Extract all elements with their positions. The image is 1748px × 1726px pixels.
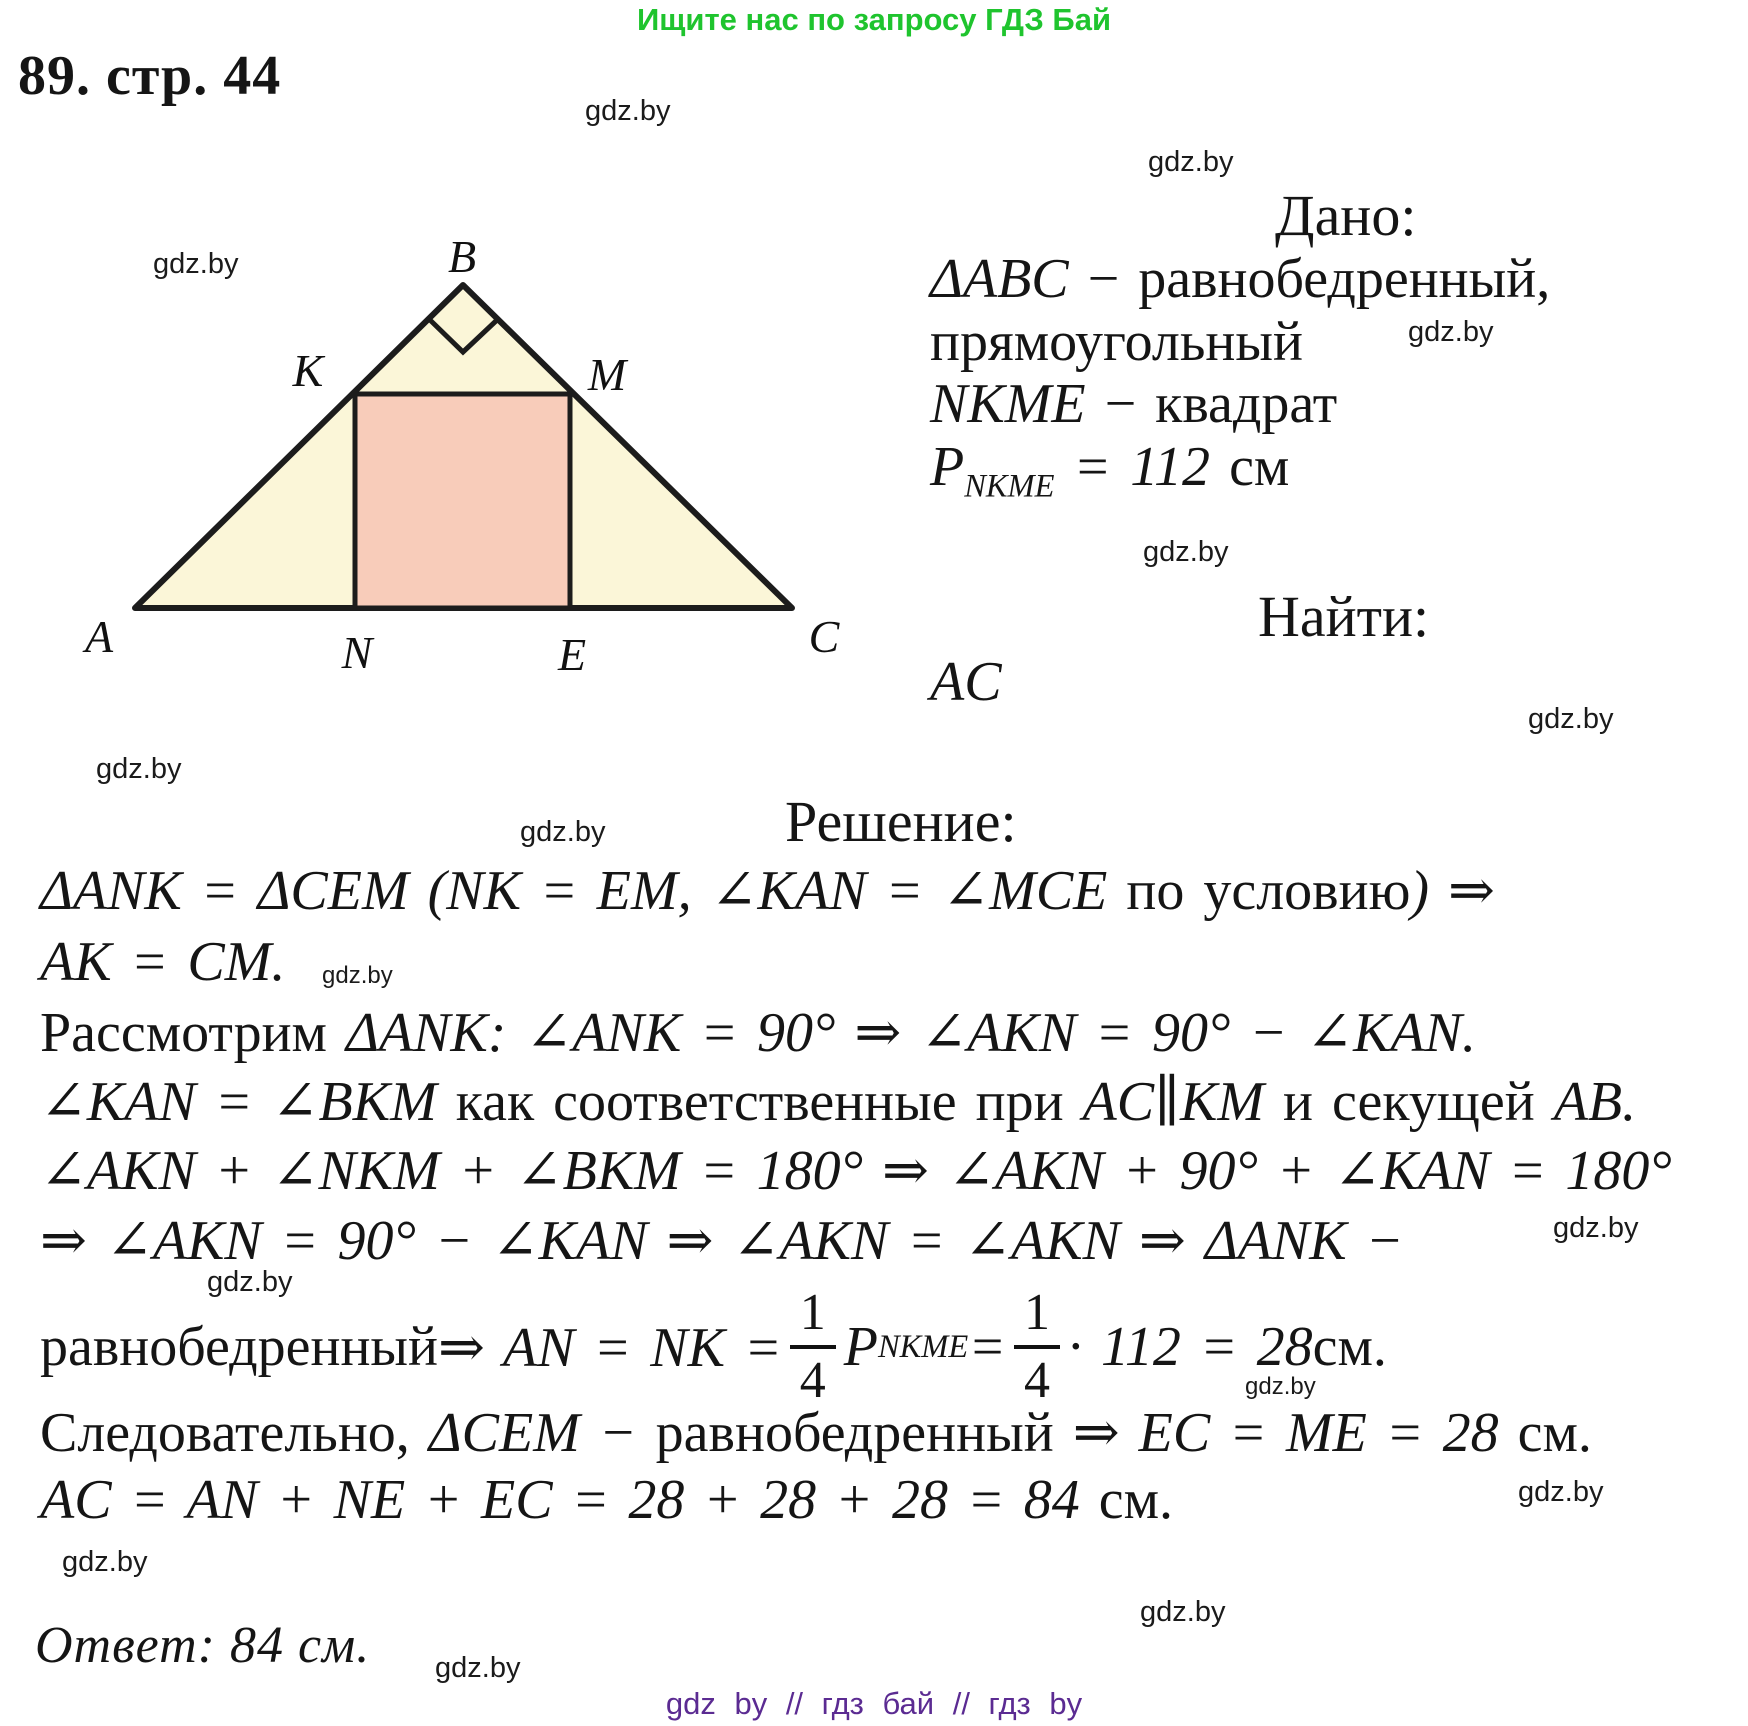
- frac1-numerator: 1: [790, 1287, 836, 1349]
- answer-line: Ответ: 84 см.: [35, 1617, 371, 1674]
- solution-line-8: [40, 1400, 1592, 1465]
- perimeter-symbol: P: [930, 436, 965, 498]
- solution-line-1: [40, 858, 1495, 923]
- given-line-1: [930, 247, 1550, 311]
- given-line-1-math: ΔABC: [930, 248, 1069, 310]
- vertex-label-N: N: [341, 627, 373, 675]
- s1-text-b: по условию: [1107, 860, 1411, 922]
- watermark-8: gdz.by: [520, 816, 606, 848]
- s8-dash: −: [579, 1402, 656, 1464]
- perimeter-value: = 112: [1054, 436, 1211, 498]
- given-line-3: [930, 372, 1337, 436]
- watermark-3: gdz.by: [153, 248, 239, 280]
- perimeter-unit: см: [1210, 436, 1290, 498]
- fraction-one-quarter-2: [1014, 1284, 1060, 1409]
- given-line-4: [930, 435, 1289, 505]
- s7-math-c: =: [968, 1316, 1006, 1378]
- s2-math-a: AK = CM.: [40, 931, 286, 993]
- s8-text-a: Следовательно,: [40, 1402, 429, 1464]
- solution-line-3: [40, 1000, 1476, 1065]
- watermark-1: gdz.by: [585, 95, 671, 127]
- frac2-numerator: 1: [1014, 1287, 1060, 1349]
- s7-math-d: · 112 = 28: [1067, 1316, 1313, 1378]
- vertex-label-K: K: [292, 345, 324, 396]
- s8-text-d: равнобедренный: [655, 1402, 1073, 1464]
- s7-text-a: равнобедренный: [40, 1316, 439, 1378]
- solution-line-5: [40, 1138, 1672, 1203]
- s7-perimeter-subscript: NKME: [877, 1328, 969, 1365]
- vertex-label-E: E: [557, 629, 587, 675]
- vertex-label-B: B: [447, 231, 477, 282]
- given-line-1-text: − равнобедренный,: [1068, 248, 1551, 310]
- solution-line-2: [40, 930, 285, 994]
- s4-math-e: AB.: [1553, 1071, 1637, 1133]
- watermark-14: gdz.by: [62, 1546, 148, 1578]
- solution-title: Решение:: [785, 789, 1017, 854]
- s4-math-c: AC∥KM: [1082, 1071, 1264, 1133]
- s4-text-b: как соответственные при: [436, 1071, 1083, 1133]
- s8-math-e: ⇒ EC = ME = 28: [1072, 1402, 1518, 1464]
- s7-unit: см.: [1312, 1316, 1387, 1378]
- s1-math-a: ΔANK = ΔCEM (NK = EM, ∠KAN = ∠MCE: [40, 860, 1108, 922]
- s8-math-b: ΔCEM: [428, 1402, 580, 1464]
- frac1-denominator: 4: [799, 1352, 826, 1409]
- given-line-2: [930, 310, 1303, 374]
- s1-math-c: ) ⇒: [1410, 860, 1495, 922]
- watermark-9: gdz.by: [322, 962, 393, 989]
- watermark-10: gdz.by: [1553, 1212, 1639, 1244]
- fraction-one-quarter-1: [790, 1284, 836, 1409]
- solution-line-9: [40, 1468, 1173, 1532]
- s5-math-a: ∠AKN + ∠NKM + ∠BKM = 180° ⇒ ∠AKN + 90° + ∠KAN = 180°: [40, 1140, 1672, 1202]
- given-line-2-text: прямоугольный: [930, 311, 1303, 373]
- s3-math-b: ΔANK: ∠ANK = 90° ⇒ ∠AKN = 90° − ∠KAN.: [345, 1002, 1476, 1064]
- s8-unit: см.: [1517, 1402, 1592, 1464]
- watermark-5: gdz.by: [1143, 536, 1229, 568]
- watermark-4: gdz.by: [1408, 316, 1494, 348]
- watermark-13: gdz.by: [1518, 1476, 1604, 1508]
- site-footer: gdz by // гдз бай // гдз by: [665, 1686, 1083, 1721]
- s6-math-a: ⇒ ∠AKN = 90° − ∠KAN ⇒ ∠AKN = ∠AKN ⇒ ΔANK −: [40, 1210, 1404, 1272]
- inscribed-square-NKME: [355, 394, 570, 608]
- s4-math-a: ∠KAN = ∠BKM: [40, 1071, 437, 1133]
- given-title: Дано:: [1275, 183, 1417, 248]
- frac2-denominator: 4: [1023, 1352, 1050, 1409]
- given-line-3-text: − квадрат: [1085, 373, 1338, 435]
- given-line-3-math: NKME: [930, 373, 1086, 435]
- watermark-6: gdz.by: [1528, 703, 1614, 735]
- vertex-label-M: M: [587, 349, 627, 400]
- find-value: AC: [930, 651, 1002, 713]
- watermark-15: gdz.by: [1140, 1596, 1226, 1628]
- vertex-label-A: A: [84, 611, 114, 662]
- watermark-11: gdz.by: [207, 1266, 293, 1298]
- solution-line-4: [40, 1069, 1636, 1134]
- find-title: Найти:: [1258, 584, 1430, 649]
- s9-math-a: AC = AN + NE + EC = 28 + 28 + 28 = 84: [40, 1469, 1099, 1531]
- s3-text-a: Рассмотрим: [40, 1002, 346, 1064]
- vertex-label-C: C: [808, 611, 840, 662]
- solution-line-6: [40, 1208, 1403, 1273]
- geometry-diagram: [60, 205, 860, 675]
- s9-unit: см.: [1098, 1469, 1174, 1531]
- watermark-16: gdz.by: [435, 1652, 521, 1684]
- s7-math-b: ⇒ AN = NK =: [438, 1316, 782, 1379]
- watermark-7: gdz.by: [96, 753, 182, 785]
- s4-text-d: и секущей: [1263, 1071, 1554, 1133]
- site-banner: Ищите нас по запросу ГДЗ Бай: [636, 2, 1112, 37]
- exercise-title: 89. стр. 44: [18, 45, 282, 107]
- watermark-2: gdz.by: [1148, 146, 1234, 178]
- watermark-12: gdz.by: [1245, 1373, 1316, 1400]
- s7-perimeter-symbol: P: [843, 1316, 878, 1378]
- perimeter-subscript: NKME: [964, 468, 1055, 505]
